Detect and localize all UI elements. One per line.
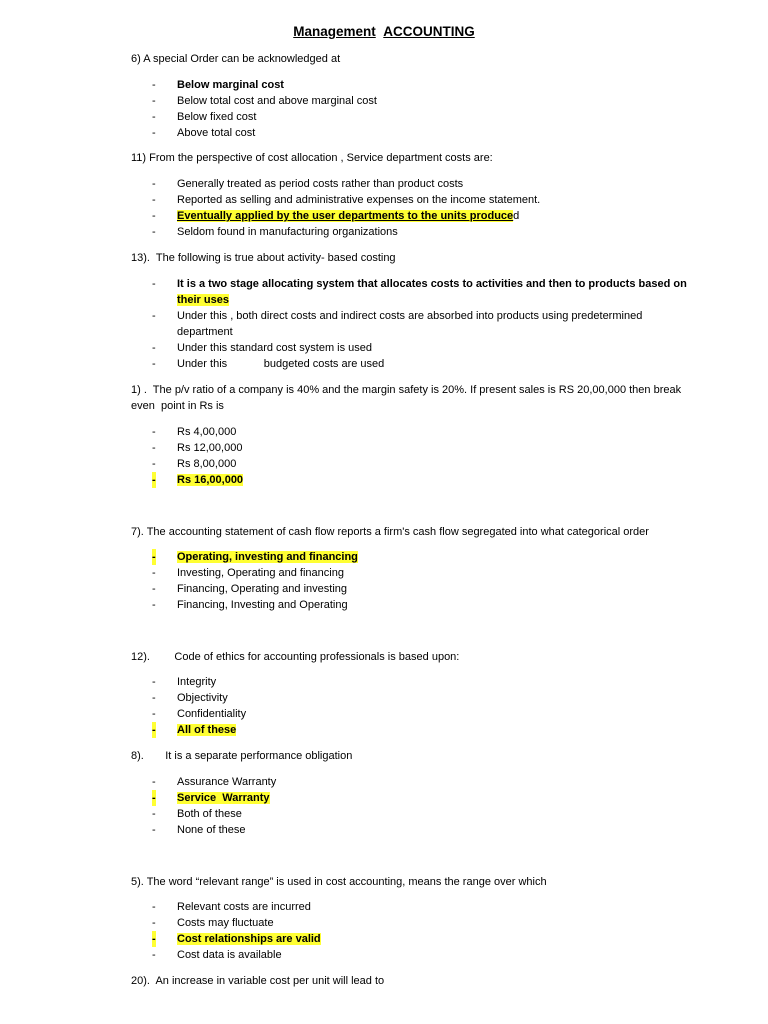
highlighted-answer: Eventually applied by the user departments to the units produce — [177, 210, 514, 222]
highlighted-answer: Cost relationships are valid — [177, 933, 321, 945]
question-11: 11) From the perspective of cost allocation , Service department costs are: — [131, 152, 493, 164]
highlighted-answer: Operating, investing and financing — [177, 551, 358, 563]
highlighted-answer: Service Warranty — [177, 792, 270, 804]
highlighted-answer: Rs 16,00,000 — [177, 474, 244, 486]
question-5: 5). The word “relevant range” is used in cost accounting, means the range over which — [131, 876, 547, 888]
question-1-line-2: even point in Rs is — [131, 400, 224, 412]
question-7: 7). The accounting statement of cash flow reports a firm's cash flow segregated into what categorical order — [131, 526, 649, 538]
page-title: Management ACCOUNTING — [293, 24, 475, 39]
question-8: 8). It is a separate performance obligation — [131, 750, 353, 762]
question-20: 20). An increase in variable cost per unit will lead to — [131, 975, 385, 987]
question-13: 13). The following is true about activity- based costing — [131, 252, 396, 264]
document-page: Management ACCOUNTING 6) A special Order can be acknowledged at - Below marginal cost - Below total cost and above marginal cost - Below fixed cost - Above total cost 11) From the perspective of cost allocation , Service department costs are: - Generally treated as period costs rather than product costs - Reported as selling and administrative expenses on the income statement. - Eventually applied by the user departments to the units produced - Seldom found in manufacturing organizations 13). The following is true about activity- based costing - It is a two stage allocating system that allocates costs to activities and then to products based on their uses - Under this , both direct costs and indirect costs are absorbed into products using predetermined department - Under this standard cost system is used - Under this budgeted costs are used 1) . The p/v ratio of a company is 40% and the margin safety is 20%. If present sales is RS 20,00,000 then break even point in Rs is - Rs 4,00,000 - Rs 12,00,000 - Rs 8,00,000 - Rs 16,00,000 7). The accounting statement of cash flow reports a firm's cash flow segregated into what categorical order - Operating, investing and financing - Investing, Operating and financing - Financing, Operating and investing - Financing, Investing and Operating 12). Code of ethics for accounting professionals is based upon: - Integrity - Objectivity - Confidentiality - All of these 8). It is a separate performance obligation - Assurance Warranty - Service Warranty - Both of these - None of these 5). The word “relevant range” is used in cost accounting, means the range over which - Relevant costs are incurred - Costs may fluctuate - Cost relationships are valid - Cost data is available 20). An increase in variable cost per unit will lead to — [0, 0, 768, 1024]
question-12: 12). Code of ethics for accounting professionals is based upon: — [131, 651, 460, 663]
question-1-line-1: 1) . The p/v ratio of a company is 40% and the margin safety is 20%. If present sales is RS 20,00,000 then break — [131, 384, 682, 396]
question-6: 6) A special Order can be acknowledged at — [131, 53, 341, 65]
highlighted-answer: All of these — [177, 724, 237, 736]
